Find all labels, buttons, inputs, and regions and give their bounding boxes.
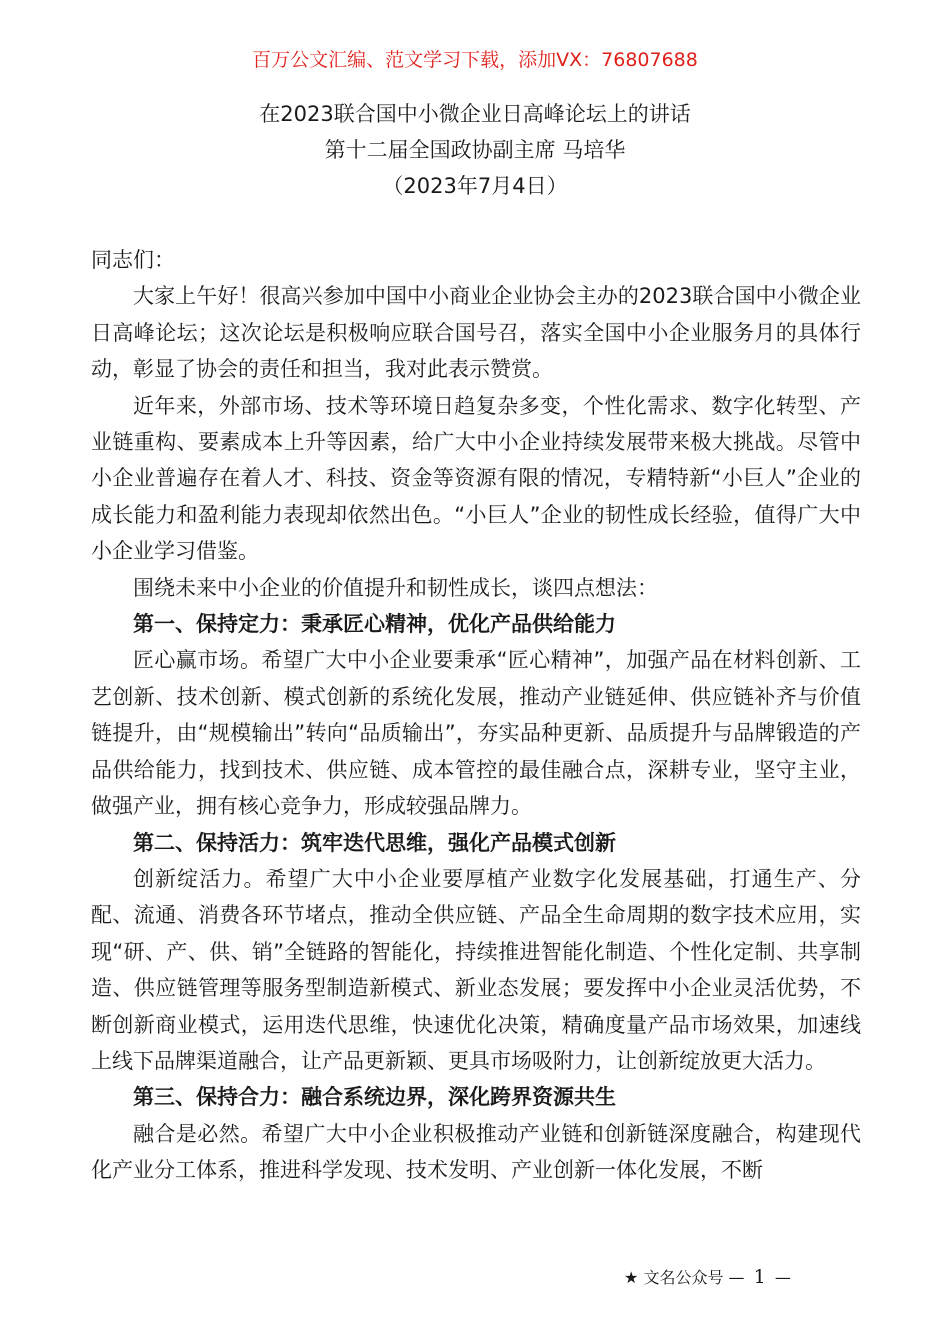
footer-dash-right: —: [774, 1268, 791, 1287]
document-body: [91, 242, 861, 1189]
paragraph-section-3: 融合是必然。希望广大中小企业积极推动产业链和创新链深度融合，构建现代化产业分工体系，推进科学发现、技术发明、产业创新一体化发展，不断: [91, 1121, 861, 1183]
watermark-banner: 百万公文汇编、范文学习下载，添加VX：76807688: [252, 49, 698, 71]
paragraph-intro: 围绕未来中小企业的价值提升和韧性成长，谈四点想法：: [133, 575, 658, 600]
star-icon: ★: [624, 1268, 639, 1287]
section-heading-3: 第三、保持合力：融合系统边界，深化跨界资源共生: [133, 1085, 616, 1110]
page-footer: [624, 1265, 791, 1290]
section-heading-2: 第二、保持活力：筑牢迭代思维，强化产品模式创新: [133, 830, 616, 855]
salutation: 同志们：: [91, 248, 175, 272]
title-block: [0, 96, 950, 204]
paragraph-section-2: 创新绽活力。希望广大中小企业要厚植产业数字化发展基础，打通生产、分配、流通、消费各环节堵点，推动全供应链、产品全生命周期的数字技术应用，实现“研、产、供、销”全链路的智能化，持续推进智能化制造、个性化定制、共享制造、供应链管理等服务型制造新模式、新业态发展；要发挥中小企业灵活优势，不断创新商业模式，运用迭代思维，快速优化决策，精确度量产品市场效果，加速线上线下品牌渠道融合，让产品更新颖、更具市场吸附力，让创新绽放更大活力。: [91, 866, 861, 1073]
speech-title: 在2023联合国中小微企业日高峰论坛上的讲话: [259, 102, 691, 126]
page-number: 1: [753, 1266, 766, 1288]
paragraph-background: 近年来，外部市场、技术等环境日趋复杂多变，个性化需求、数字化转型、产业链重构、要素成本上升等因素，给广大中小企业持续发展带来极大挑战。尽管中小企业普遍存在着人才、科技、资金等资源有限的情况，专精特新“小巨人”企业的成长能力和盈利能力表现却依然出色。“小巨人”企业的韧性成长经验，值得广大中小企业学习借鉴。: [91, 393, 861, 564]
speech-date: （2023年7月4日）: [382, 174, 568, 198]
section-heading-1: 第一、保持定力：秉承匠心精神，优化产品供给能力: [133, 612, 616, 637]
footer-dash-left: —: [728, 1268, 745, 1287]
speaker-line: 第十二届全国政协副主席 马培华: [324, 138, 626, 162]
footer-source: 文名公众号: [643, 1268, 724, 1287]
paragraph-section-1: 匠心赢市场。希望广大中小企业要秉承“匠心精神”，加强产品在材料创新、工艺创新、技术创新、模式创新的系统化发展，推动产业链延伸、供应链补齐与价值链提升，由“规模输出”转向“品质输出”，夯实品种更新、品质提升与品牌锻造的产品供给能力，找到技术、供应链、成本管控的最佳融合点，深耕专业，坚守主业，做强产业，拥有核心竞争力，形成较强品牌力。: [91, 648, 861, 819]
paragraph-opening: 大家上午好！很高兴参加中国中小商业企业协会主办的2023联合国中小微企业日高峰论坛；这次论坛是积极响应联合国号召，落实全国中小企业服务月的具体行动，彰显了协会的责任和担当，我对此表示赞赏。: [91, 284, 861, 382]
